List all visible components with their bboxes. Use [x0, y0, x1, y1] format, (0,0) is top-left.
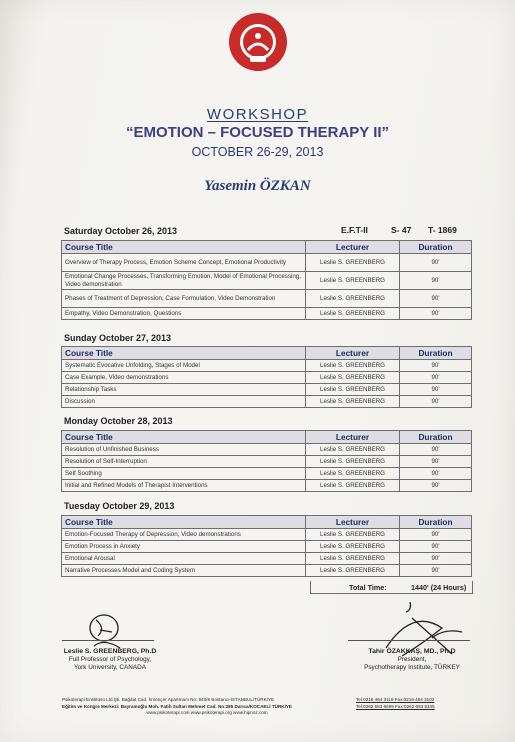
left-signatory-name: Leslie S. GREENBERG, Ph.D — [63, 648, 157, 655]
workshop-heading: WORKSHOP — [206, 106, 309, 123]
col-duration-header: Duration — [400, 516, 472, 529]
footer-phone: Tel:0216 464 3119 Fax:0216 464 3102 — [356, 697, 435, 702]
table-row — [62, 444, 472, 456]
table-row — [62, 480, 472, 492]
lecturer-cell: Leslie S. GREENBERG — [306, 396, 400, 408]
lecturer-cell: Leslie S. GREENBERG — [306, 444, 400, 456]
participant-name: Yasemin ÖZKAN — [204, 178, 311, 194]
s-code: S- 47 — [391, 225, 412, 235]
table-row — [62, 456, 472, 468]
course-title-cell: Emotion-Focused Therapy of Depression, Video demonstrations — [62, 529, 306, 541]
table-row — [62, 541, 472, 553]
col-course-header: Course Title — [62, 431, 306, 444]
col-lecturer-header: Lecturer — [306, 431, 400, 444]
course-title-cell: Discussion — [62, 396, 306, 408]
schedule-table-saturday — [61, 240, 472, 320]
left-signatory — [50, 648, 170, 672]
course-title-cell: Resolution of Self-Interruption — [62, 456, 306, 468]
lecturer-cell: Leslie S. GREENBERG — [306, 372, 400, 384]
duration-cell: 90' — [400, 565, 472, 577]
lecturer-cell: Leslie S. GREENBERG — [306, 468, 400, 480]
schedule-table-sunday — [61, 346, 472, 408]
duration-cell: 90' — [400, 553, 472, 565]
table-row — [62, 396, 472, 408]
course-title-cell: Systematic Evocative Unfolding, Stages of Model — [62, 360, 306, 372]
day-label: Tuesday October 29, 2013 — [64, 501, 175, 511]
total-time-label: Total Time: — [349, 583, 387, 592]
duration-cell: 90' — [400, 468, 472, 480]
schedule-table-monday — [61, 430, 472, 492]
lecturer-cell: Leslie S. GREENBERG — [306, 565, 400, 577]
lecturer-cell: Leslie S. GREENBERG — [306, 290, 400, 308]
lecturer-cell: Leslie S. GREENBERG — [306, 480, 400, 492]
course-title-cell: Empathy, Video Demonstration, Questions — [62, 308, 306, 320]
col-duration-header: Duration — [400, 241, 472, 254]
day-label: Monday October 28, 2013 — [64, 416, 173, 426]
duration-cell: 90' — [400, 360, 472, 372]
table-row — [62, 254, 472, 272]
total-time-row — [310, 581, 473, 594]
col-duration-header: Duration — [400, 347, 472, 360]
total-time-value: 1440' (24 Hours) — [411, 583, 467, 592]
course-title-cell: Emotional Arousal — [62, 553, 306, 565]
workshop-title: “EMOTION – FOCUSED THERAPY II” — [125, 124, 390, 141]
col-lecturer-header: Lecturer — [306, 347, 400, 360]
lecturer-cell: Leslie S. GREENBERG — [306, 254, 400, 272]
lecturer-cell: Leslie S. GREENBERG — [306, 360, 400, 372]
duration-cell: 90' — [400, 480, 472, 492]
lecturer-cell: Leslie S. GREENBERG — [306, 553, 400, 565]
footer-address-line: Eğitim ve Kongre Merkezi: Bayramoğlu Moh. Fatih Sultan Mehmet Cad. No:285 Darıca/KOCAELİ TÜRKİYE — [62, 703, 292, 709]
left-signatory-org: York University, CANADA — [73, 664, 147, 671]
right-signature-line — [348, 640, 470, 641]
table-row — [62, 308, 472, 320]
table-row — [62, 553, 472, 565]
duration-cell: 90' — [400, 372, 472, 384]
duration-cell: 90' — [400, 254, 472, 272]
course-code: E.F.T-II — [341, 225, 368, 235]
duration-cell: 90' — [400, 444, 472, 456]
lecturer-cell: Leslie S. GREENBERG — [306, 272, 400, 290]
duration-cell: 90' — [400, 290, 472, 308]
course-title-cell: Initial and Refined Models of Therapist Interventions — [62, 480, 306, 492]
duration-cell: 90' — [400, 272, 472, 290]
lecturer-cell: Leslie S. GREENBERG — [306, 308, 400, 320]
table-row — [62, 360, 472, 372]
table-row — [62, 565, 472, 577]
duration-cell: 90' — [400, 384, 472, 396]
left-signature-line — [62, 640, 154, 641]
col-course-header: Course Title — [62, 347, 306, 360]
col-course-header: Course Title — [62, 241, 306, 254]
footer-address-line: Psikoterapi Enstitüsü Ltd.Şti. Bağdat Cad. İmrençer Apartmanı No: 540/8 Bostancı-İSTANBUL/TÜRKİYE — [62, 697, 275, 702]
course-title-cell: Case Example, Video demonstrations — [62, 372, 306, 384]
footer-phone: Tel:0262 653 6699 Fax:0262 653 5345 — [356, 703, 435, 709]
right-signatory-title: President, — [397, 656, 427, 663]
left-signatory-title: Full Professor of Psychology, — [68, 656, 152, 663]
table-row — [62, 290, 472, 308]
t-code: T- 1869 — [428, 225, 457, 235]
table-row — [62, 372, 472, 384]
workshop-dates: OCTOBER 26-29, 2013 — [191, 145, 324, 159]
duration-cell: 90' — [400, 541, 472, 553]
duration-cell: 90' — [400, 308, 472, 320]
col-course-header: Course Title — [62, 516, 306, 529]
course-title-cell: Emotional Change Processes, Transforming Emotion, Model of Emotional Processing, Video demonstration — [62, 272, 306, 290]
footer-address — [62, 697, 352, 717]
course-title-cell: Relationship Tasks — [62, 384, 306, 396]
lecturer-cell: Leslie S. GREENBERG — [306, 384, 400, 396]
day-label: Saturday October 26, 2013 — [64, 226, 178, 236]
day-label: Sunday October 27, 2013 — [64, 333, 172, 343]
col-duration-header: Duration — [400, 431, 472, 444]
duration-cell: 90' — [400, 529, 472, 541]
right-signatory-name: Tahir ÖZAKKAŞ, MD., Ph.D — [368, 648, 456, 655]
table-row — [62, 384, 472, 396]
course-title-cell: Narrative Processes Model and Coding System — [62, 565, 306, 577]
table-row — [62, 468, 472, 480]
footer-contact — [356, 697, 476, 710]
col-lecturer-header: Lecturer — [306, 516, 400, 529]
lecturer-cell: Leslie S. GREENBERG — [306, 529, 400, 541]
institute-logo — [228, 12, 288, 72]
duration-cell: 90' — [400, 396, 472, 408]
right-signatory-org: Psychotherapy Institute, TÜRKEY — [364, 664, 460, 671]
lecturer-cell: Leslie S. GREENBERG — [306, 456, 400, 468]
col-lecturer-header: Lecturer — [306, 241, 400, 254]
course-title-cell: Phases of Treatment of Depression, Case Formulation, Video Demonstration — [62, 290, 306, 308]
schedule-table-tuesday — [61, 515, 472, 577]
course-title-cell: Self Soothing — [62, 468, 306, 480]
table-row — [62, 529, 472, 541]
course-title-cell: Emotion Process in Anxiety — [62, 541, 306, 553]
course-title-cell: Resolution of Unfinished Business — [62, 444, 306, 456]
lecturer-cell: Leslie S. GREENBERG — [306, 541, 400, 553]
right-signatory — [348, 648, 476, 672]
footer-websites: www.psikoterapi.com www.psikoterapi.org www.hipnoz.com — [146, 710, 268, 715]
table-row — [62, 272, 472, 290]
course-title-cell: Overview of Therapy Process, Emotion Scheme Concept, Emotional Productivity — [62, 254, 306, 272]
duration-cell: 90' — [400, 456, 472, 468]
